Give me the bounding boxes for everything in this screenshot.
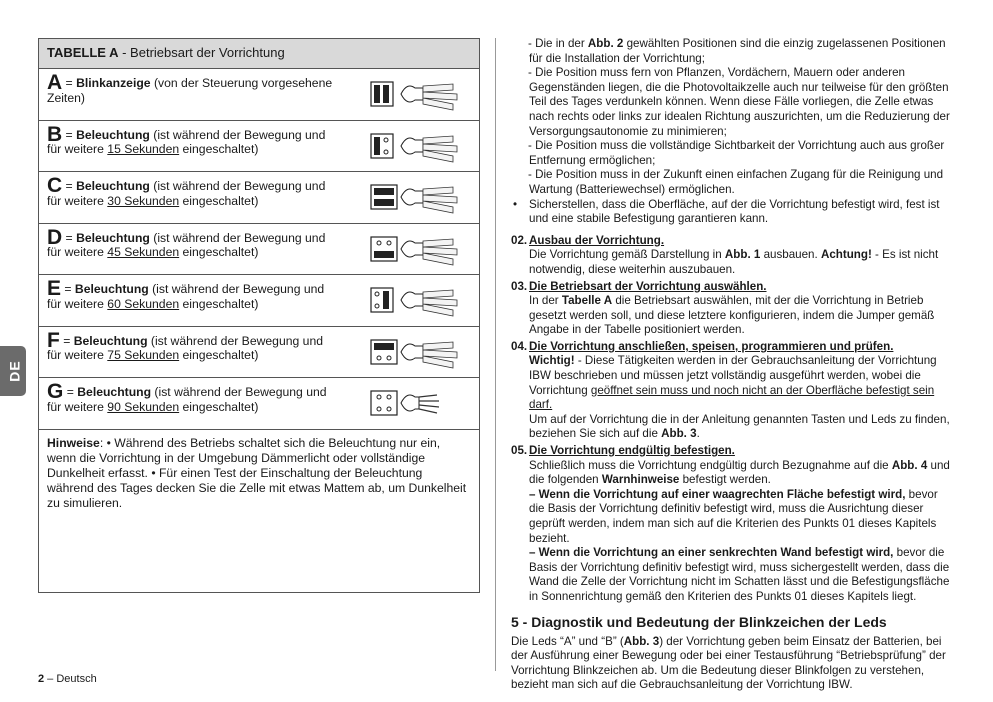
dash-item-1: - Die in der Abb. 2 gewählten Positionen sind die einzig zugelassenen Positionen für die Installation der Vorrichtung; [528,37,946,65]
step-05: 05. Die Vorrichtung endgültig befestigen. Schließlich muss die Vorrichtung endgültig durch Bezugnahme auf die Abb. 4 und die folgenden Warnhinweise befestigt werden. – Wenn die Vorrichtung auf einer waagrechten Fläche befestigt wird, bevor die Basis der Vorrichtung definitiv befestigt wird, muss die Ausrichtung dieser geprüft werden, indem man sich auf die Kriterien des Punkts 01 dieses Kapitels bezieht. – Wenn die Vorrichtung an einer senkrechten Wand befestigt wird, bevor die Basis der Vorrichtung definitiv befestigt wird, muss sichergestellt werden, dass die Wand die Zelle der Vorrichtung nicht im Schatten lässt und die Befestigungsfläche in Sonnenrichtung gemäß den Kriterien des Punkts 01 dieses Kapitels liegt. [511,444,950,603]
equals-sign: = [59,333,74,348]
jumper-f-icon [369,334,473,370]
step-03: 03. Die Betriebsart der Vorrichtung auswählen. In der Tabelle A die Betriebsart auswählen, mit der die Vorrichtung in Betrieb gesetzt werden soll, und diese letztere konfigurieren, indem die Jumper gemäß Angabe in der Tabelle positioniert werden. [511,279,935,337]
mode-description: (von der Steuerung vorgesehene Zeiten) [47,76,333,105]
mode-description: (ist während der Bewegung und [147,333,324,348]
mode-name: Beleuchtung [73,333,148,348]
mode-suffix: eingeschaltet) [179,296,259,311]
step-number: 05. [511,444,528,458]
dash-item-4: - Die Position muss in der Zukunft einen einfachen Zugang für die Reinigung und Wartung (Batteriewechsel) ermöglichen. [528,168,944,196]
mode-description: (ist während der Bewegung und [149,230,326,245]
mode-duration: 30 Sekunden [107,193,180,208]
row-text [47,122,362,157]
section-5-paragraph: Die Leds “A” und “B” (Abb. 3) der Vorrichtung geben beim Einsatz der Batterien, bei der Ausführung einer Bewegung oder bei einer Testausführung “Betriebsprüfung” der Vorrichtung Blinkzeichen ab. Um die Bedeutung dieser Blinkfolgen zu verstehen, bezieht man sich auf die Gebrauchsanleitung der Vorrichtung IBW. [511,634,946,692]
dash-item-2: - Die Position muss fern von Pflanzen, Vordächern, Mauern oder anderen Gegenständen liegen, die die Photovoltaikzelle auch nur teilweise für den größten Teil des Tages verdunkeln können. Wenn diese Fälle vorliegen, die Zelle etwas nach rechts oder links zur idealen Richtung auszurichten, um die Reduzierung der Versorgungsautonomie zu minimieren; [528,66,950,138]
mode-name: Beleuchtung [74,282,149,296]
table-row [39,378,479,430]
mode-prefix: für weitere [47,348,108,362]
mode-prefix: für weitere [47,245,108,259]
row-text [47,225,362,260]
table-row [39,275,479,327]
mode-duration: 60 Sekunden [107,296,180,311]
mode-prefix: für weitere [47,193,108,208]
mode-letter: E [47,277,62,300]
row-text [47,277,362,311]
mode-letter: G [47,380,64,403]
equals-sign: = [63,385,78,399]
mode-suffix: eingeschaltet) [179,348,259,362]
equals-sign: = [62,76,77,90]
mode-prefix: für weitere [47,399,108,414]
right-column [511,37,955,693]
table-row [39,121,479,173]
mode-name: Beleuchtung [76,230,150,245]
mode-suffix: eingeschaltet) [179,142,259,156]
mode-description: (ist während der Bewegung und [148,282,325,296]
table-header-title: TABELLE A [47,45,119,60]
left-column [38,38,478,593]
mode-prefix: für weitere [47,296,108,311]
equals-sign: = [62,179,77,193]
jumper-e-icon [369,282,473,318]
mode-letter: C [47,174,63,197]
mode-duration: 45 Sekunden [107,245,180,259]
mode-suffix: eingeschaltet) [179,193,259,208]
bullet-dot: • [513,197,518,211]
table-a [38,38,480,593]
table-row [39,172,479,224]
footer-label: – Deutsch [44,673,97,685]
mode-duration: 90 Sekunden [107,399,180,414]
jumper-d-icon [369,231,473,267]
row-text [47,380,362,414]
language-tab [0,346,26,396]
table-row [39,327,479,379]
section-5-heading: 5 - Diagnostik und Bedeutung der Blinkzeichen der Leds [511,613,887,630]
step-title: Die Vorrichtung anschließen, speisen, programmieren und prüfen. [529,339,894,353]
page-footer [38,673,97,685]
table-header-subtitle: - Betriebsart der Vorrichtung [118,45,285,60]
mode-name: Beleuchtung [76,179,150,193]
jumper-b-icon [369,128,473,164]
dash-item-3: - Die Position muss die vollständige Sichtbarkeit der Vorrichtung auch aus großer Entfernung ermöglichen; [528,139,945,167]
mode-letter: A [47,71,63,94]
row-text [47,328,362,363]
note-text: : • Während des Betriebs schaltet sich die Beleuchtung nur ein, wenn die Vorrichtung in der Umgebung Dämmerlicht oder vollständige Dunkelheit erfasst. • Für einen Test der Einschaltung der Beleuchtung während des Tages decken Sie die Zelle mit etwas Mattem ab, um Dunkelheit zu simulieren. [47,435,467,511]
step-number: 03. [511,279,528,293]
bullet-item: • Sicherstellen, dass die Oberfläche, auf der die Vorrichtung befestigt wird, fest ist und eine stabile Befestigung garantieren kann. [513,197,940,226]
equals-sign: = [62,127,77,142]
mode-description: (ist während der Bewegung und [151,385,327,399]
jumper-g-icon [369,385,473,421]
mode-prefix: für weitere [47,142,108,156]
mode-name: Beleuchtung [76,127,150,142]
mode-letter: B [47,122,63,146]
equals-sign: = [61,282,75,296]
jumper-a-icon [369,76,473,112]
mode-suffix: eingeschaltet) [179,399,259,414]
table-row [39,224,479,276]
mode-suffix: eingeschaltet) [179,245,259,259]
table-header [39,39,479,69]
mode-letter: D [47,225,63,249]
mode-name: Beleuchtung [77,385,152,399]
mode-name: Blinkanzeige [76,76,151,90]
equals-sign: = [62,230,77,245]
mode-description: (ist während der Bewegung und [149,179,326,193]
step-number: 02. [511,233,528,247]
row-text [47,174,362,208]
step-title: Die Betriebsart der Vorrichtung auswählen. [529,279,767,293]
note-label: Hinweise [47,435,100,450]
step-02: 02. Ausbau der Vorrichtung. Die Vorrichtung gemäß Darstellung in Abb. 1 ausbauen. Achtung! - Es ist nicht notwendig, diese weiterhin auszubauen. [511,233,939,276]
jumper-c-icon [369,179,473,215]
mode-description: (ist während der Bewegung und [149,127,326,142]
table-row [39,69,479,121]
mode-letter: F [47,328,60,352]
table-note [39,430,479,592]
row-text [47,71,362,105]
mode-duration: 15 Sekunden [107,142,180,156]
step-number: 04. [511,339,528,353]
step-title: Ausbau der Vorrichtung. [529,233,665,247]
step-title: Die Vorrichtung endgültig befestigen. [529,444,735,458]
language-tab-label: DE [6,360,23,382]
mode-duration: 75 Sekunden [107,348,180,362]
step-04: 04. Die Vorrichtung anschließen, speisen, programmieren und prüfen. Wichtig! - Diese Tätigkeiten werden in der Gebrauchsanleitung der Vorrichtung IBW beschrieben und müssen jetzt vollständig ausgeführt werden, wobei die Vorrichtung geöffnet sein muss und noch nicht an der Oberfläche befestigt sein darf. Um auf der Vorrichtung die in der Anleitung genannten Tasten und Leds zu finden, beziehen Sie sich auf die Abb. 3. [511,339,950,441]
column-divider [495,38,496,671]
page-number: 2 [38,673,45,685]
